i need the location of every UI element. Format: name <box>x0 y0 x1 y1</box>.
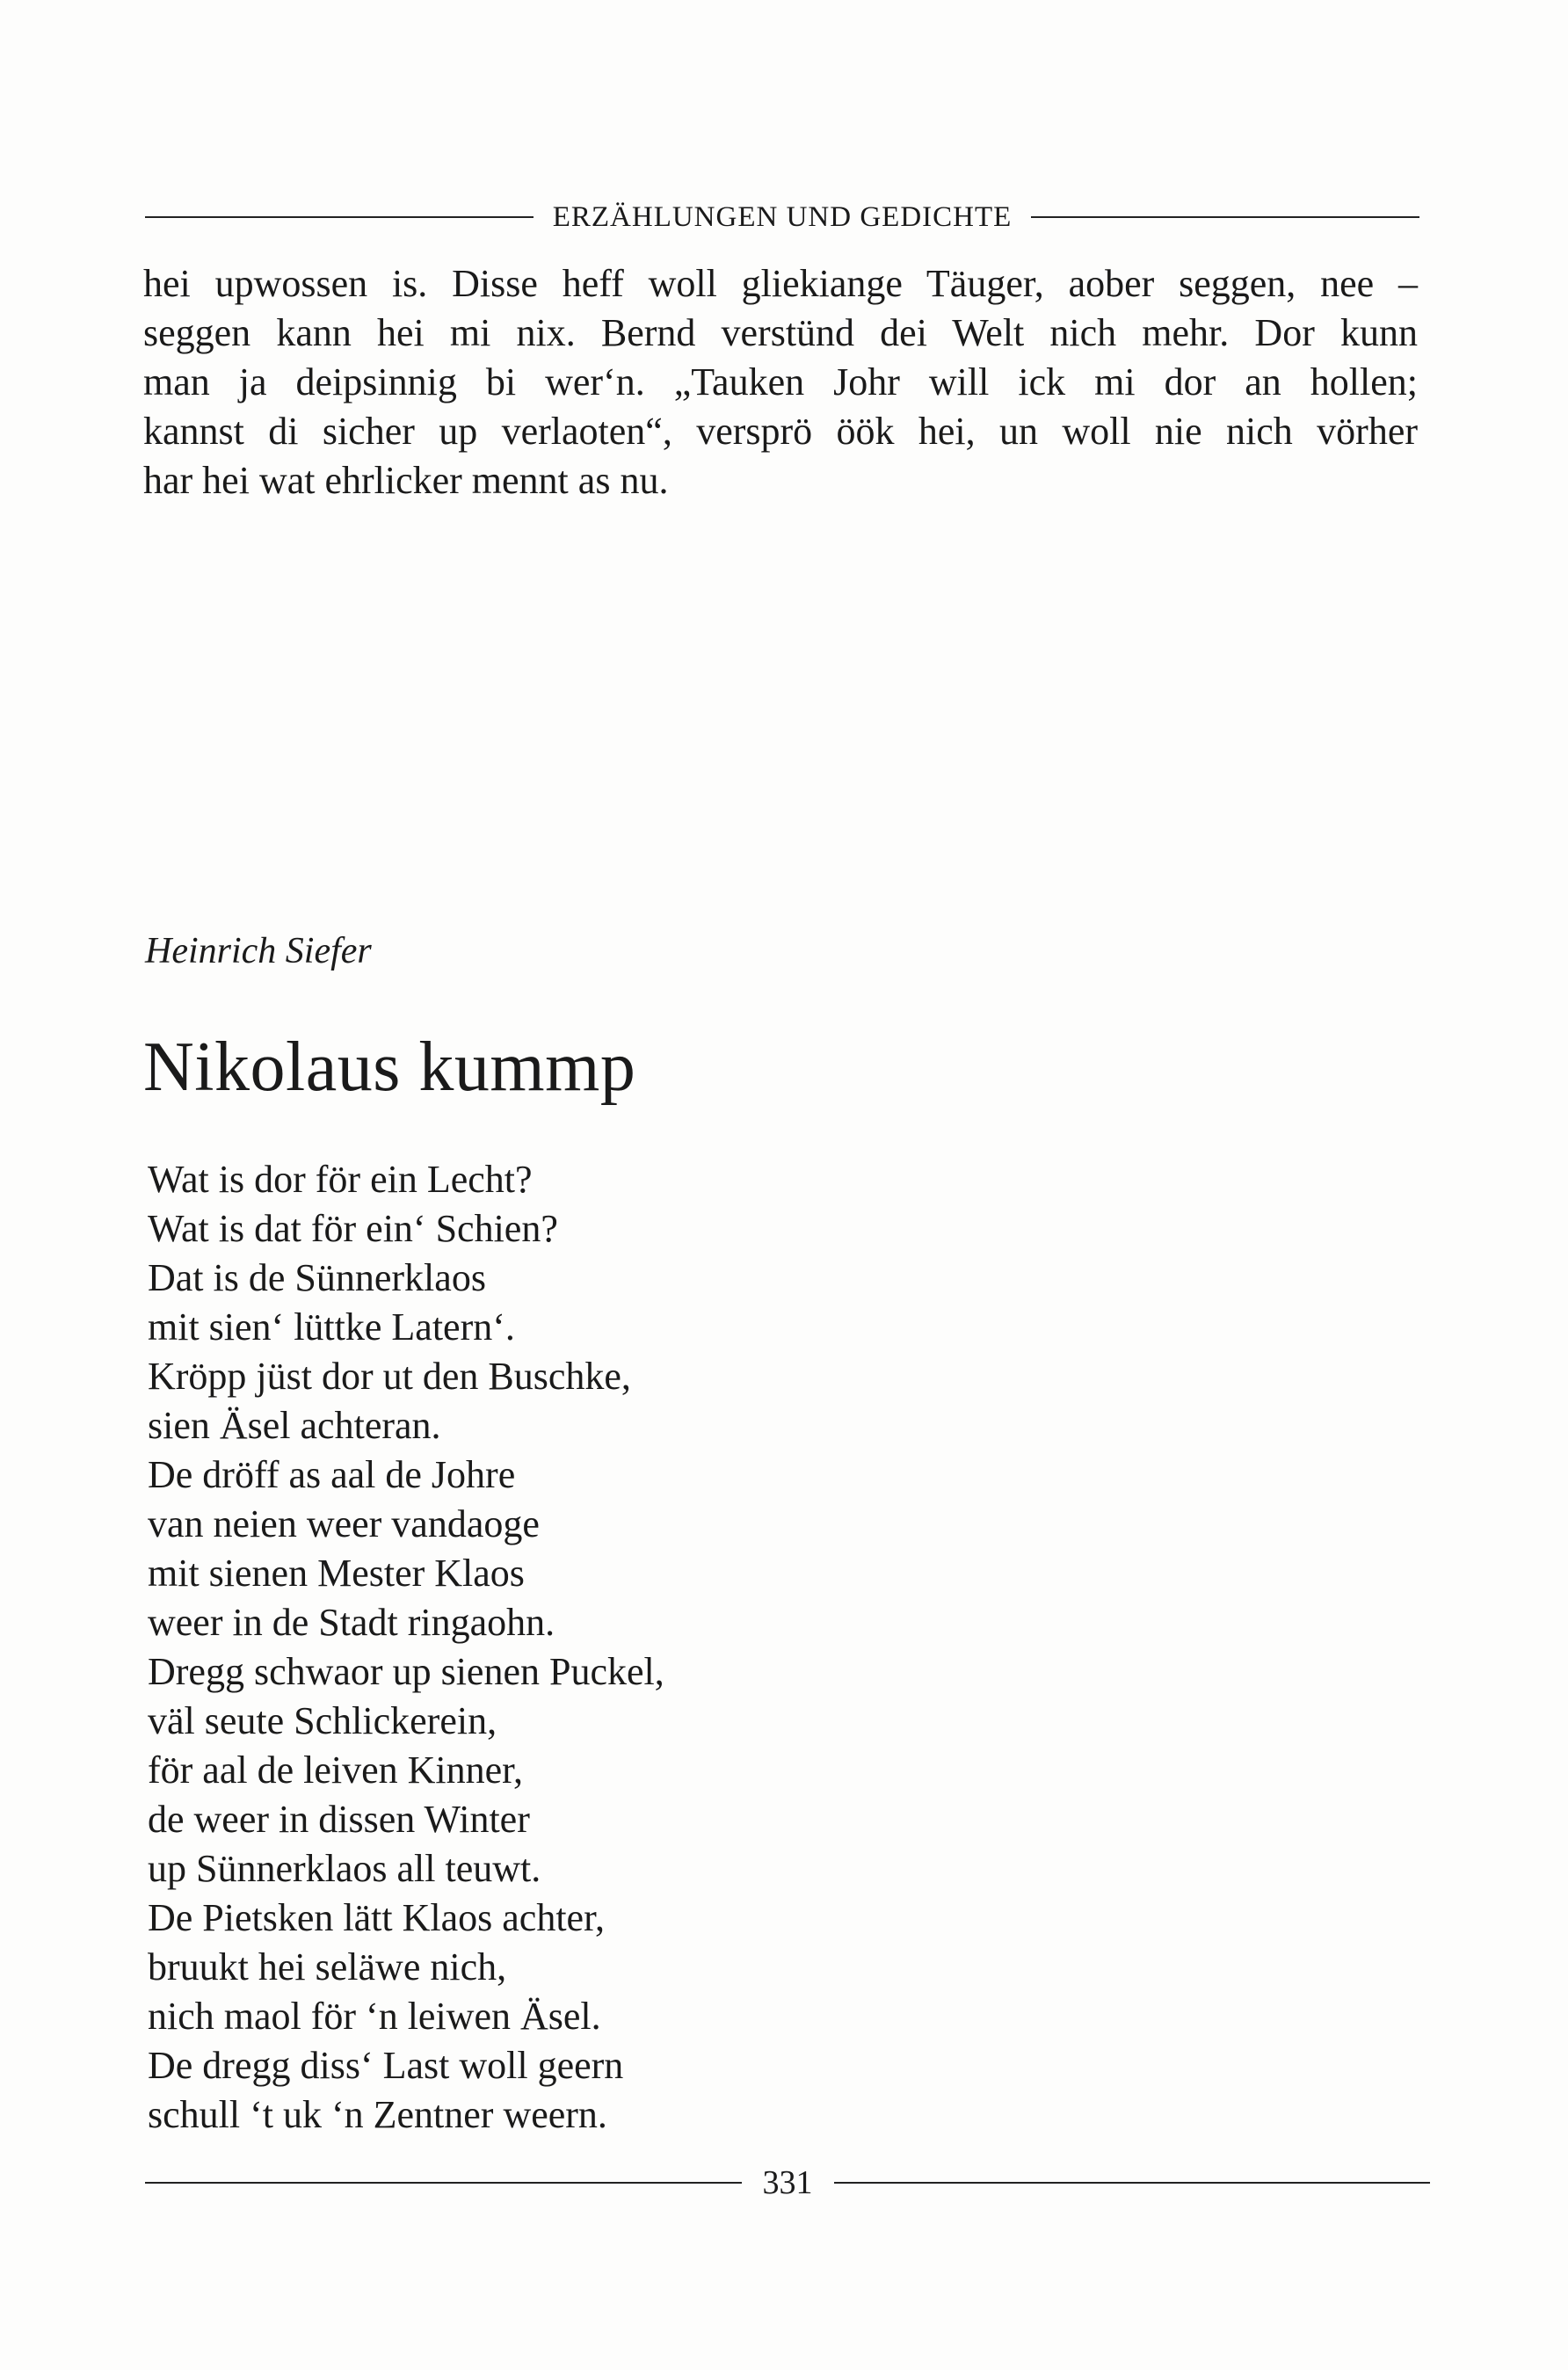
poem-line: Dat is de Sünnerklaos <box>148 1256 486 1299</box>
poem-line: de weer in dissen Winter <box>148 1798 530 1841</box>
poem-line: up Sünnerklaos all teuwt. <box>148 1847 541 1890</box>
footer-rule-left <box>145 2182 742 2184</box>
poem-line: De Pietsken lätt Klaos achter, <box>148 1896 605 1939</box>
prose-line: kannst di sicher up verlaoten“, versprö öök hei, un woll nie nich vörher <box>143 410 1418 453</box>
page-number: 331 <box>762 2164 813 2201</box>
poem-line: De dregg diss‘ Last woll geern <box>148 2044 624 2087</box>
poem-line: mit sien‘ lüttke Latern‘. <box>148 1305 515 1349</box>
poem-line: schull ‘t uk ‘n Zentner weern. <box>148 2093 607 2136</box>
poem-line: mit sienen Mester Klaos <box>148 1552 525 1595</box>
running-header <box>145 195 1419 239</box>
continuation-paragraph <box>143 259 1418 505</box>
poem-title: Nikolaus kummp <box>143 1029 636 1106</box>
poem-line: van neien weer vandaoge <box>148 1502 540 1545</box>
poem-line: Dregg schwaor up sienen Puckel, <box>148 1650 664 1693</box>
poem-line: Wat is dat för ein‘ Schien? <box>148 1207 558 1250</box>
poem-line: weer in de Stadt ringaohn. <box>148 1601 555 1644</box>
running-header-title: ERZÄHLUNGEN UND GEDICHTE <box>552 200 1013 233</box>
poem-body <box>148 1155 939 2140</box>
poem-line: bruukt hei seläwe nich, <box>148 1945 507 1988</box>
poem-line: nich maol för ‘n leiwen Äsel. <box>148 1995 601 2038</box>
poem-line: väl seute Schlickerein, <box>148 1699 497 1742</box>
poem-line: Wat is dor för ein Lecht? <box>148 1158 533 1201</box>
footer-rule-right <box>834 2182 1431 2184</box>
prose-line: seggen kann hei mi nix. Bernd verstünd dei Welt nich mehr. Dor kunn <box>143 311 1418 354</box>
poem-line: sien Äsel achteran. <box>148 1404 441 1447</box>
prose-line: har hei wat ehrlicker mennt as nu. <box>143 459 669 502</box>
prose-line: hei upwossen is. Disse heff woll gliekiange Täuger, aober seggen, nee – <box>143 262 1418 305</box>
poem-line: De dröff as aal de Johre <box>148 1453 516 1496</box>
prose-line: man ja deipsinnig bi wer‘n. „Tauken Johr will ick mi dor an hollen; <box>143 360 1418 403</box>
header-rule-right <box>1031 216 1419 218</box>
poem-author: Heinrich Siefer <box>145 931 372 971</box>
page-footer <box>145 2161 1430 2205</box>
poem-line: Kröpp jüst dor ut den Buschke, <box>148 1355 631 1398</box>
poem-line: för aal de leiven Kinner, <box>148 1748 524 1792</box>
header-rule-left <box>145 216 534 218</box>
